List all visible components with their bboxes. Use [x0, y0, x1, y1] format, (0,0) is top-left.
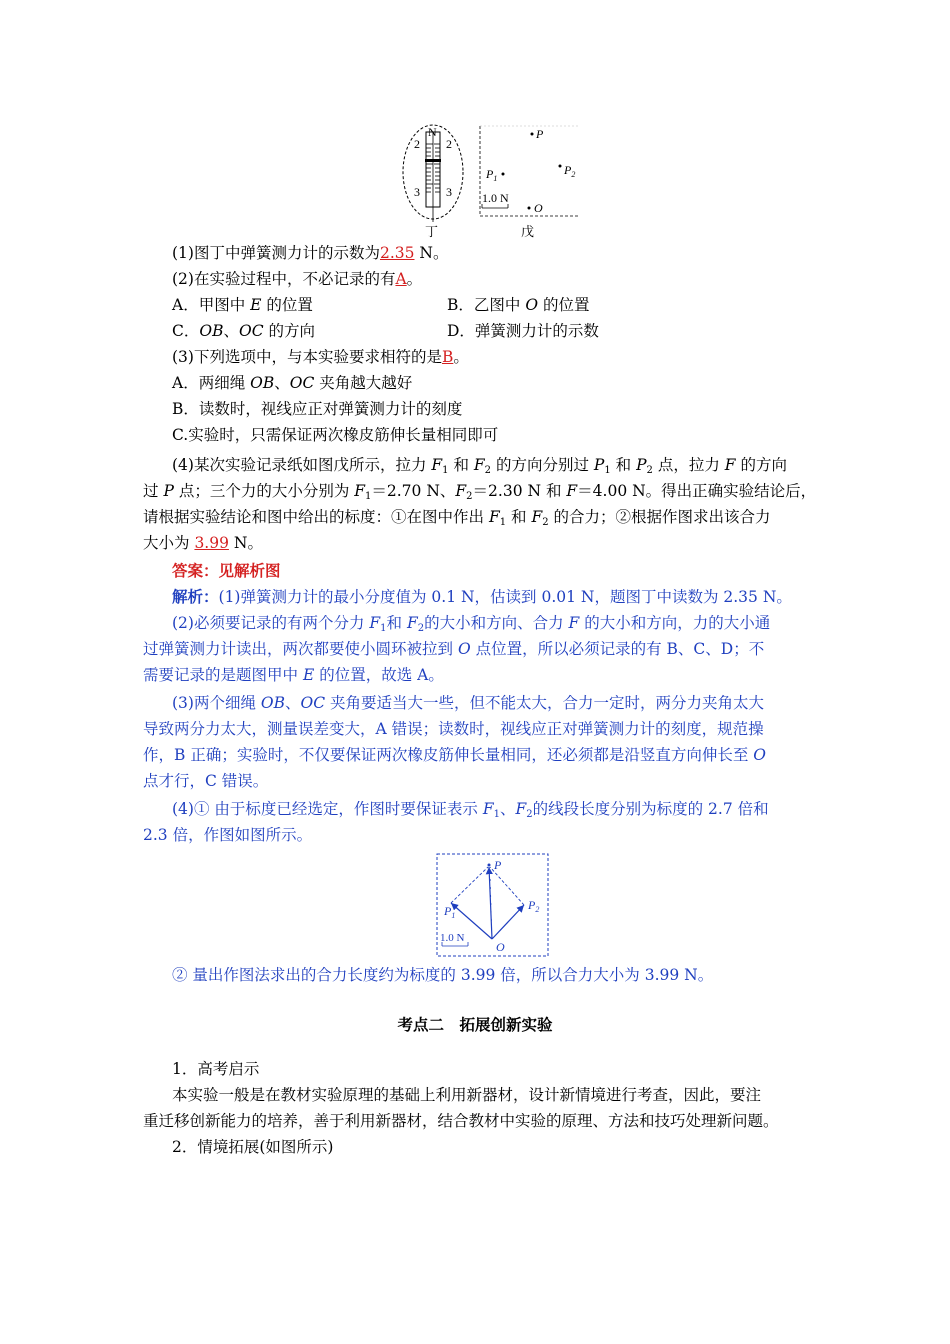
analysis-3-line-1: (3)两个细绳 OB、OC 夹角要适当大一些，但不能太大，合力一定时，两分力夹角太大 — [172, 694, 765, 712]
analysis-4-line-1: (4)① 由于标度已经选定，作图时要保证表示 $F_1$、$F_2$的线段长度分别为标度的 2.7 倍和 — [172, 800, 769, 820]
para-point-P: P — [494, 858, 502, 872]
caption-ding: 丁 — [425, 224, 439, 239]
q2-line: (2)在实验过程中，不必记录的有A。 — [172, 270, 423, 288]
para-point-P1: $P_1$ — [444, 904, 456, 920]
figure-wu-record-paper — [476, 122, 584, 240]
analysis-1: 解析：(1)弹簧测力计的最小分度值为 0.1 N，估读到 0.01 N，题图丁中读数为 2.35 N。 — [172, 587, 792, 606]
figure-force-parallelogram — [436, 853, 550, 959]
gauge-right-2: 2 — [446, 137, 452, 151]
q2-option-d: D．弹簧测力计的示数 — [447, 322, 599, 340]
analysis-3-line-4: 点才行，C 错误。 — [143, 772, 269, 790]
q3-option-c: C.实验时，只需保证两次橡皮筋伸长量相同即可 — [172, 426, 499, 444]
point-P1-label: $P_1$ — [486, 167, 498, 183]
section-title: 考点二 拓展创新实验 — [397, 1015, 553, 1034]
analysis-2-line-2: 过弹簧测力计读出，两次都要使小圆环被拉到 O 点位置，所以必须记录的有 B、C、D；不 — [143, 640, 765, 658]
para-scale-label: 1.0 N — [440, 932, 465, 944]
gauge-left-2: 2 — [414, 137, 420, 151]
q4-answer: 3.99 — [194, 534, 229, 552]
answer-line: 答案：见解析图 — [172, 561, 281, 580]
q4-line-2: 过 P 点；三个力的大小分别为 $F_1=2.70$ N、$F_2=2.30$ N 和 F＝4.00 N。得出正确实验结论后， — [143, 482, 817, 502]
para-point-P2: $P_2$ — [528, 898, 540, 914]
q4-line-3: 请根据实验结论和图中给出的标度：①在图中作出 $F_1$ 和 $F_2$ 的合力；②根据作图求出该合力 — [143, 508, 771, 528]
analysis-4-line-3: ② 量出作图法求出的合力长度约为标度的 3.99 倍，所以合力大小为 3.99 N。 — [172, 966, 714, 984]
q3-option-a: A．两细绳 OB、OC 夹角越大越好 — [172, 374, 413, 392]
point-P-label: P — [536, 127, 544, 141]
q4-line-1: (4)某次实验记录纸如图戊所示，拉力 $F_1$ 和 $F_2$ 的方向分别过 $P_1$ 和 $P_2$ 点，拉力 F 的方向 — [172, 456, 788, 476]
scale-label: 1.0 N — [482, 191, 509, 205]
gauge-left-3: 3 — [414, 185, 420, 199]
s2-title: 2．情境拓展(如图所示) — [172, 1138, 334, 1156]
analysis-3-line-3: 作，B 正确；实验时，不仅要保证两次橡皮筋伸长量相同，还必须都是沿竖直方向伸长至 O — [143, 746, 766, 764]
q3-line: (3)下列选项中，与本实验要求相符的是B。 — [172, 348, 469, 366]
analysis-4-line-2: 2.3 倍，作图如图所示。 — [143, 826, 313, 844]
q2-option-c: C．OB、OC 的方向 — [172, 322, 316, 340]
q3-option-b: B．读数时，视线应正对弹簧测力计的刻度 — [172, 400, 463, 418]
point-O-label: O — [534, 201, 543, 215]
q4-line-4: 大小为 3.99 N。 — [143, 534, 263, 552]
q2-option-b: B．乙图中 O 的位置 — [447, 296, 590, 314]
figure-ding-spring-scale — [398, 122, 468, 240]
point-P2-label: $P_2$ — [564, 163, 576, 179]
analysis-3-line-2: 导致两分力太大，测量误差变大，A 错误；读数时，视线应正对弹簧测力计的刻度，规范操 — [143, 720, 764, 738]
q1-line: (1)图丁中弹簧测力计的示数为2.35 N。 — [172, 244, 449, 262]
caption-wu: 戊 — [521, 224, 535, 239]
s1-title: 1．高考启示 — [172, 1060, 260, 1078]
analysis-2-line-3: 需要记录的是题图甲中 E 的位置，故选 A。 — [143, 666, 444, 684]
s1-line-1: 本实验一般是在教材实验原理的基础上利用新器材，设计新情境进行考查，因此，要注 — [172, 1086, 762, 1104]
q1-answer: 2.35 — [379, 244, 415, 262]
q3-answer: B — [441, 348, 454, 366]
gauge-unit-label: N — [428, 125, 437, 139]
s1-line-2: 重迁移创新能力的培养，善于利用新器材，结合教材中实验的原理、方法和技巧处理新问题。 — [143, 1112, 779, 1130]
q2-answer: A — [395, 270, 407, 288]
q2-option-a: A．甲图中 E 的位置 — [172, 296, 313, 314]
analysis-2-line-1: (2)必须要记录的有两个分力 $F_1$和 $F_2$的大小和方向、合力 F 的大小和方向，力的大小通 — [172, 614, 771, 634]
gauge-right-3: 3 — [446, 185, 452, 199]
para-point-O: O — [496, 940, 505, 954]
